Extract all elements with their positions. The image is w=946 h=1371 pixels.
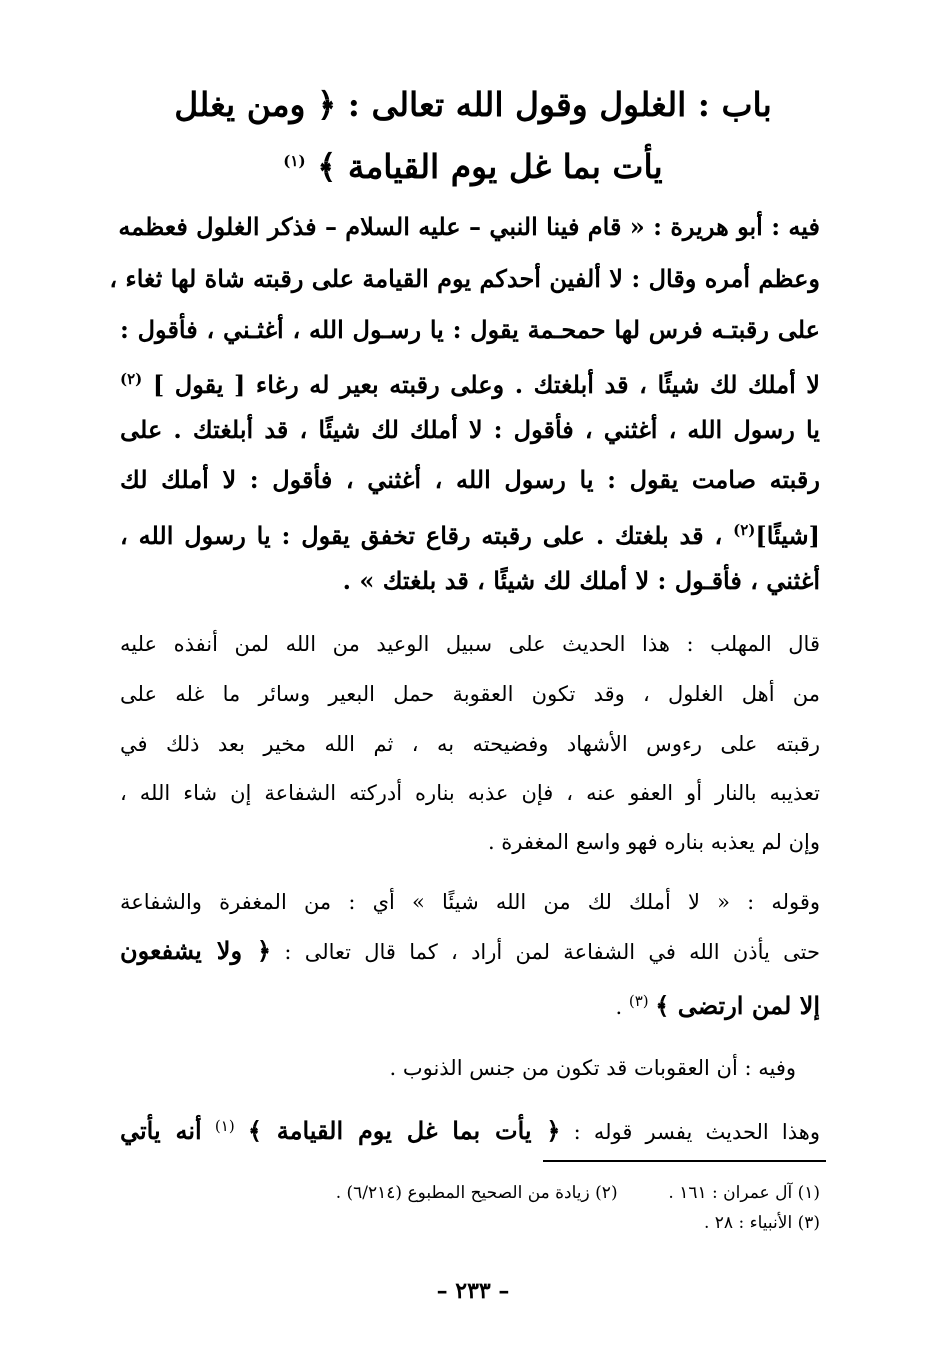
footnote-separator bbox=[543, 1160, 826, 1162]
hadith-line: رقبته صامت يقول : يا رسول الله ، أغثني ، فأقول : لا أملك لك bbox=[120, 465, 820, 494]
hadith-line-text: ، قد بلغتك . على رقبته رقاع تخفق يقول : يا رسول الله ، bbox=[120, 521, 723, 550]
chapter-title-text-2: يأت بما غل يوم القيامة ﴾ bbox=[317, 147, 663, 186]
hadith-line bbox=[120, 510, 820, 556]
paragraph-line bbox=[120, 1106, 820, 1152]
chapter-title-text-1: باب : الغلول وقول الله تعالى : ﴿ ومن يغلل bbox=[174, 85, 772, 124]
paragraph-line: وقوله : « لا أملك لك من الله شيئًا » أي : من المغفرة والشفاعة bbox=[120, 890, 820, 914]
commentary-line: من أهل الغلول ، وقد تكون العقوبة حمل البعير وسائر ما غله على bbox=[120, 682, 820, 706]
footnote-1: (١) آل عمران : ١٦١ . bbox=[668, 1183, 820, 1203]
footnote-ref: (١) bbox=[283, 152, 306, 170]
footnote-3: (٣) الأنبياء : ٢٨ . bbox=[703, 1213, 820, 1233]
paragraph-line bbox=[120, 931, 820, 972]
commentary-line: وإن لم يعذبه بناره فهو واسع المغفرة . bbox=[487, 830, 820, 854]
hadith-line: فيه : أبو هريرة : « قام فينا النبي – عليه السلام – فذكر الغلول فعظمه bbox=[118, 212, 820, 241]
footnote-ref: (٢) bbox=[733, 521, 756, 539]
footnote-ref: (٢) bbox=[120, 370, 143, 388]
footnote-2: (٢) زيادة من الصحيح المطبوع (٦/٢١٤) . bbox=[335, 1183, 618, 1203]
paragraph-end: . bbox=[615, 995, 623, 1019]
chapter-title-line-1 bbox=[120, 80, 826, 130]
quran-verse: ﴿ ولا يشفعون bbox=[120, 936, 272, 965]
footnote-ref: (١) bbox=[214, 1117, 235, 1135]
quran-verse: إلا لمن ارتضى ﴾ bbox=[655, 991, 820, 1020]
paragraph-text: وهذا الحديث يفسر قوله : bbox=[573, 1120, 820, 1144]
footnote-row bbox=[120, 1180, 820, 1206]
commentary-line: رقبته على رءوس الأشهاد وفضيحته به ، ثم الله مخير بعد ذلك في bbox=[120, 732, 820, 756]
hadith-line-text: لا أملك لك شيئًا ، قد أبلغتك . وعلى رقبته بعير له رغاء [ يقول ] bbox=[152, 370, 820, 399]
hadith-line bbox=[120, 359, 820, 405]
paragraph-line: وفيه : أن العقوبات قد تكون من جنس الذنوب . bbox=[389, 1056, 796, 1080]
hadith-line: وعظم أمره وقال : لا ألفين أحدكم يوم القيامة على رقبته شاة لها ثغاء ، bbox=[109, 264, 820, 293]
footnote-ref: (٣) bbox=[628, 992, 649, 1010]
hadith-line: على رقبتـه فرس لها حمحـمة يقول : يا رسـول الله ، أغثـني ، فأقول : bbox=[120, 315, 820, 344]
commentary-line: تعذيبه بالنار أو العفو عنه ، فإن عذبه بناره أدركته الشفاعة إن شاء الله ، bbox=[120, 781, 820, 805]
paragraph-text: حتى يأذن الله في الشفاعة لمن أراد ، كما قال تعالى : bbox=[284, 940, 820, 964]
hadith-line: أغثني ، فأقـول : لا أملك لك شيئًا ، قد بلغتك » . bbox=[342, 566, 820, 595]
hadith-line: يا رسول الله ، أغثني ، فأقول : لا أملك لك شيئًا ، قد أبلغتك . على bbox=[120, 415, 820, 444]
commentary-line: قال المهلب : هذا الحديث على سبيل الوعيد من الله لمن أنفذه عليه bbox=[120, 632, 820, 656]
page-number: – ٢٣٣ – bbox=[436, 1278, 510, 1304]
chapter-title-line-2 bbox=[120, 136, 826, 192]
paragraph-text: أنه يأتي bbox=[120, 1116, 202, 1145]
paragraph-line bbox=[120, 981, 820, 1027]
quran-verse: ﴿ يأت بما غل يوم القيامة ﴾ bbox=[247, 1116, 561, 1145]
hadith-line-prefix: [شيئًا] bbox=[755, 521, 820, 550]
